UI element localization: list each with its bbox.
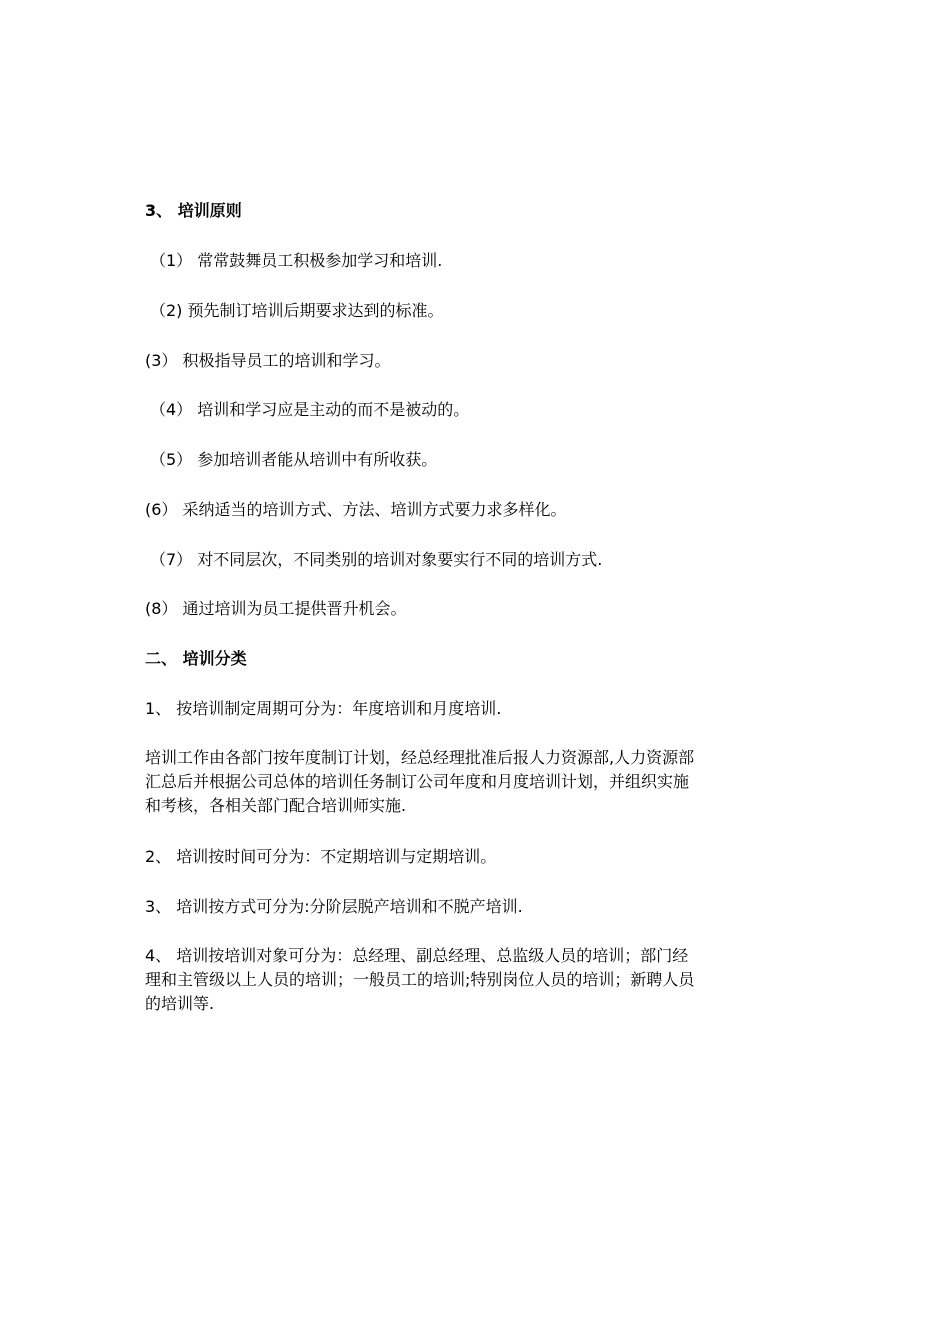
principle-item-6: (6） 采纳适当的培训方式、方法、培训方式要力求多样化。 (145, 500, 567, 519)
category-1-description-line: 和考核，各相关部门配合培训师实施. (145, 796, 407, 815)
category-1-description-line: 培训工作由各部门按年度制订计划，经总经理批准后报人力资源部,人力资源部 (145, 748, 695, 767)
principle-item-7: （7） 对不同层次，不同类别的培训对象要实行不同的培训方式. (150, 550, 603, 569)
principle-item-1: （1） 常常鼓舞员工积极参加学习和培训. (150, 251, 443, 270)
category-1-description (145, 746, 805, 818)
category-1-description-line: 汇总后并根据公司总体的培训任务制订公司年度和月度培训计划，并组织实施 (145, 772, 690, 791)
section-heading-training-principles: 3、 培训原则 (145, 201, 242, 220)
category-4-line: 4、 培训按培训对象可分为：总经理、副总经理、总监级人员的培训；部门经 (145, 946, 689, 965)
section-heading-training-categories: 二、 培训分类 (145, 649, 247, 668)
principle-item-3: (3） 积极指导员工的培训和学习。 (145, 351, 391, 370)
category-item-3: 3、 培训按方式可分为:分阶层脱产培训和不脱产培训. (145, 897, 523, 916)
category-item-1: 1、 按培训制定周期可分为：年度培训和月度培训. (145, 699, 502, 718)
principle-item-8: (8） 通过培训为员工提供晋升机会。 (145, 599, 407, 618)
category-item-2: 2、 培训按时间可分为：不定期培训与定期培训。 (145, 847, 497, 866)
category-item-4 (145, 944, 805, 1016)
principle-item-4: （4） 培训和学习应是主动的而不是被动的。 (150, 400, 470, 419)
principle-item-5: （5） 参加培训者能从培训中有所收获。 (150, 450, 438, 469)
category-4-line: 的培训等. (145, 994, 215, 1013)
principle-item-2: （2) 预先制订培训后期要求达到的标准。 (150, 301, 444, 320)
category-4-line: 理和主管级以上人员的培训；一般员工的培训;特别岗位人员的培训；新聘人员 (145, 970, 695, 989)
